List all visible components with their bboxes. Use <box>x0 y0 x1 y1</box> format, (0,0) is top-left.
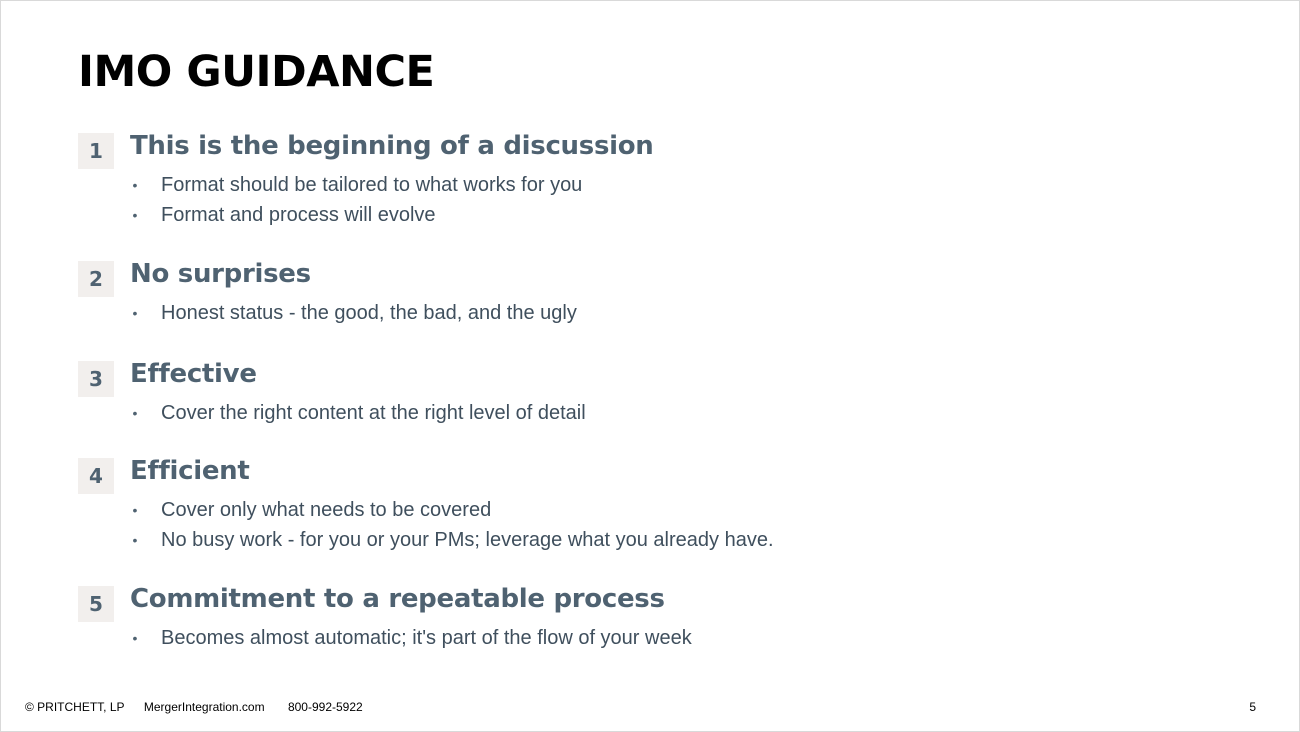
bullet-item <box>130 623 692 653</box>
section-heading: This is the beginning of a discussion <box>130 131 654 161</box>
bullet-dot-icon: • <box>132 405 138 421</box>
bullet-item <box>130 495 774 525</box>
bullet-list <box>130 170 582 230</box>
bullet-item <box>130 525 774 555</box>
bullet-item <box>130 170 582 200</box>
section-number-badge: 5 <box>78 586 114 622</box>
bullet-dot-icon: • <box>132 502 138 518</box>
bullet-item <box>130 298 577 328</box>
section-heading: Effective <box>130 359 257 389</box>
section-heading: Commitment to a repeatable process <box>130 584 665 614</box>
bullet-list <box>130 623 692 653</box>
bullet-list <box>130 298 577 328</box>
bullet-text: Format and process will evolve <box>161 204 436 226</box>
bullet-dot-icon: • <box>132 177 138 193</box>
section-heading: Efficient <box>130 456 250 486</box>
footer-website: MergerIntegration.com <box>143 700 265 714</box>
section-number-badge: 4 <box>78 458 114 494</box>
footer-phone: 800-992-5922 <box>287 700 363 714</box>
slide-title: IMO GUIDANCE <box>78 47 435 97</box>
section-number-badge: 3 <box>78 361 114 397</box>
bullet-list <box>130 398 586 428</box>
page-number: 5 <box>1249 700 1256 714</box>
bullet-text: Format should be tailored to what works for you <box>161 174 583 196</box>
bullet-text: No busy work - for you or your PMs; leverage what you already have. <box>161 529 774 551</box>
bullet-text: Cover the right content at the right level of detail <box>161 402 586 424</box>
section-number-badge: 1 <box>78 133 114 169</box>
bullet-text: Becomes almost automatic; it's part of the flow of your week <box>161 627 692 649</box>
footer-copyright: © PRITCHETT, LP <box>25 700 125 714</box>
bullet-item <box>130 398 586 428</box>
bullet-dot-icon: • <box>132 305 138 321</box>
bullet-dot-icon: • <box>132 532 138 548</box>
bullet-dot-icon: • <box>132 207 138 223</box>
bullet-dot-icon: • <box>132 630 138 646</box>
slide-footer <box>25 699 363 715</box>
section-number-badge: 2 <box>78 261 114 297</box>
bullet-text: Honest status - the good, the bad, and the ugly <box>161 302 577 324</box>
bullet-item <box>130 200 582 230</box>
section-heading: No surprises <box>130 259 311 289</box>
bullet-list <box>130 495 774 555</box>
bullet-text: Cover only what needs to be covered <box>161 499 492 521</box>
